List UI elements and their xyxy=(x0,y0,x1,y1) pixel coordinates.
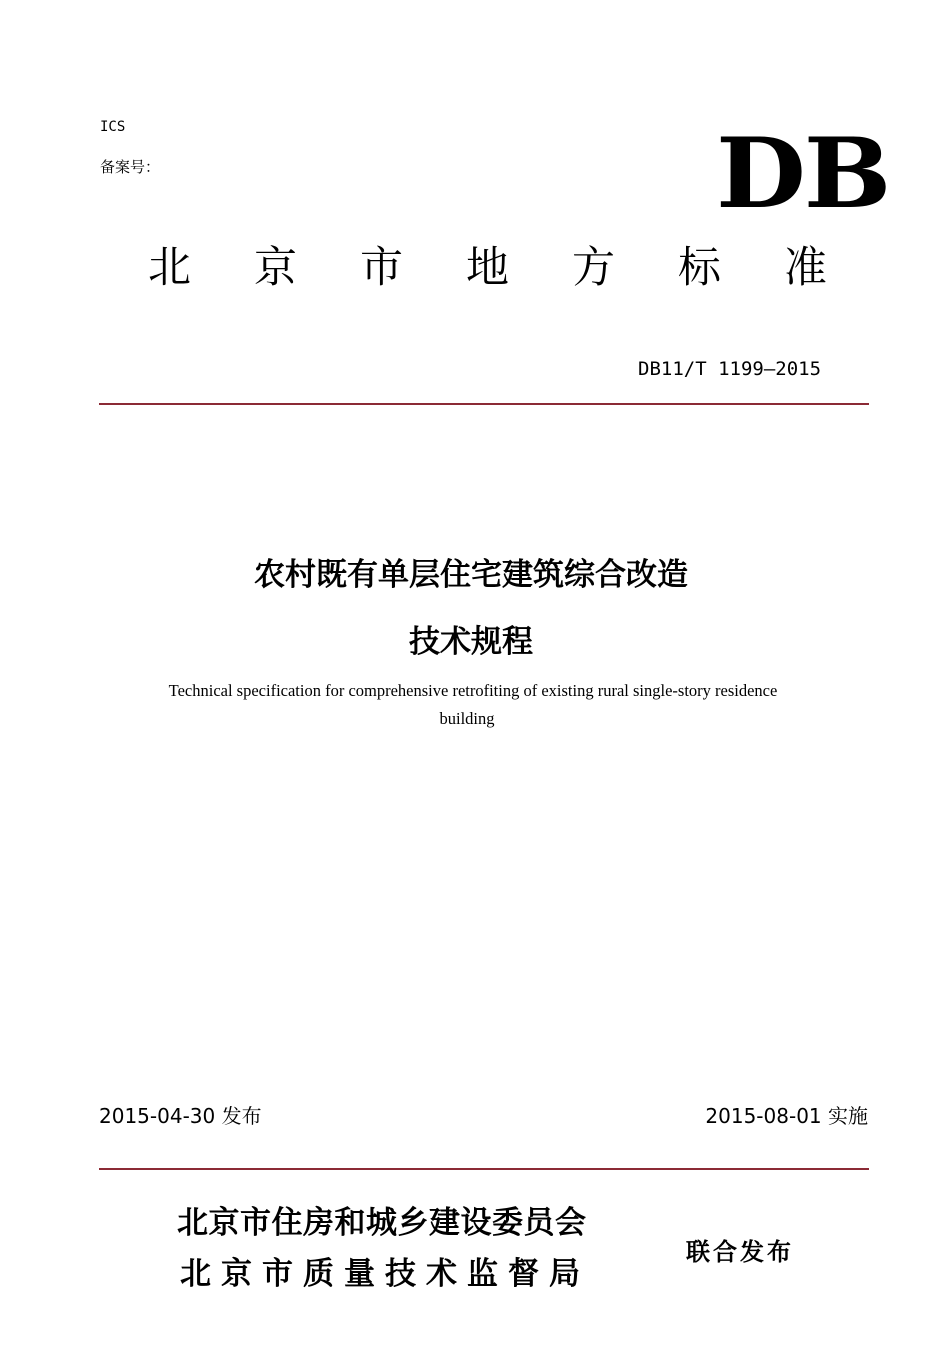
implementation-date: 2015-08-01 实施 xyxy=(705,1104,868,1128)
english-title-line2: building xyxy=(439,709,495,728)
top-divider xyxy=(99,403,869,405)
standard-number: DB11/T 1199—2015 xyxy=(638,358,822,380)
document-title-line1: 农村既有单层住宅建筑综合改造 xyxy=(254,557,688,593)
standard-type-heading: 北京市地方标准 xyxy=(148,243,890,293)
record-number-label: 备案号： xyxy=(100,158,161,176)
bottom-divider xyxy=(99,1168,869,1170)
issue-date: 2015-04-30 发布 xyxy=(99,1104,262,1128)
joint-issue-label: 联合发布 xyxy=(686,1238,794,1266)
db-logo: DB xyxy=(716,117,890,230)
issuer-line2: 北京市质量技术监督局 xyxy=(180,1256,590,1292)
english-title-line1: Technical specification for comprehensive retrofiting of existing rural single-story residence xyxy=(168,681,778,700)
ics-label: ICS xyxy=(100,119,126,135)
document-title-line2: 技术规程 xyxy=(409,624,533,660)
issuer-line1: 北京市住房和城乡建设委员会 xyxy=(177,1205,587,1241)
